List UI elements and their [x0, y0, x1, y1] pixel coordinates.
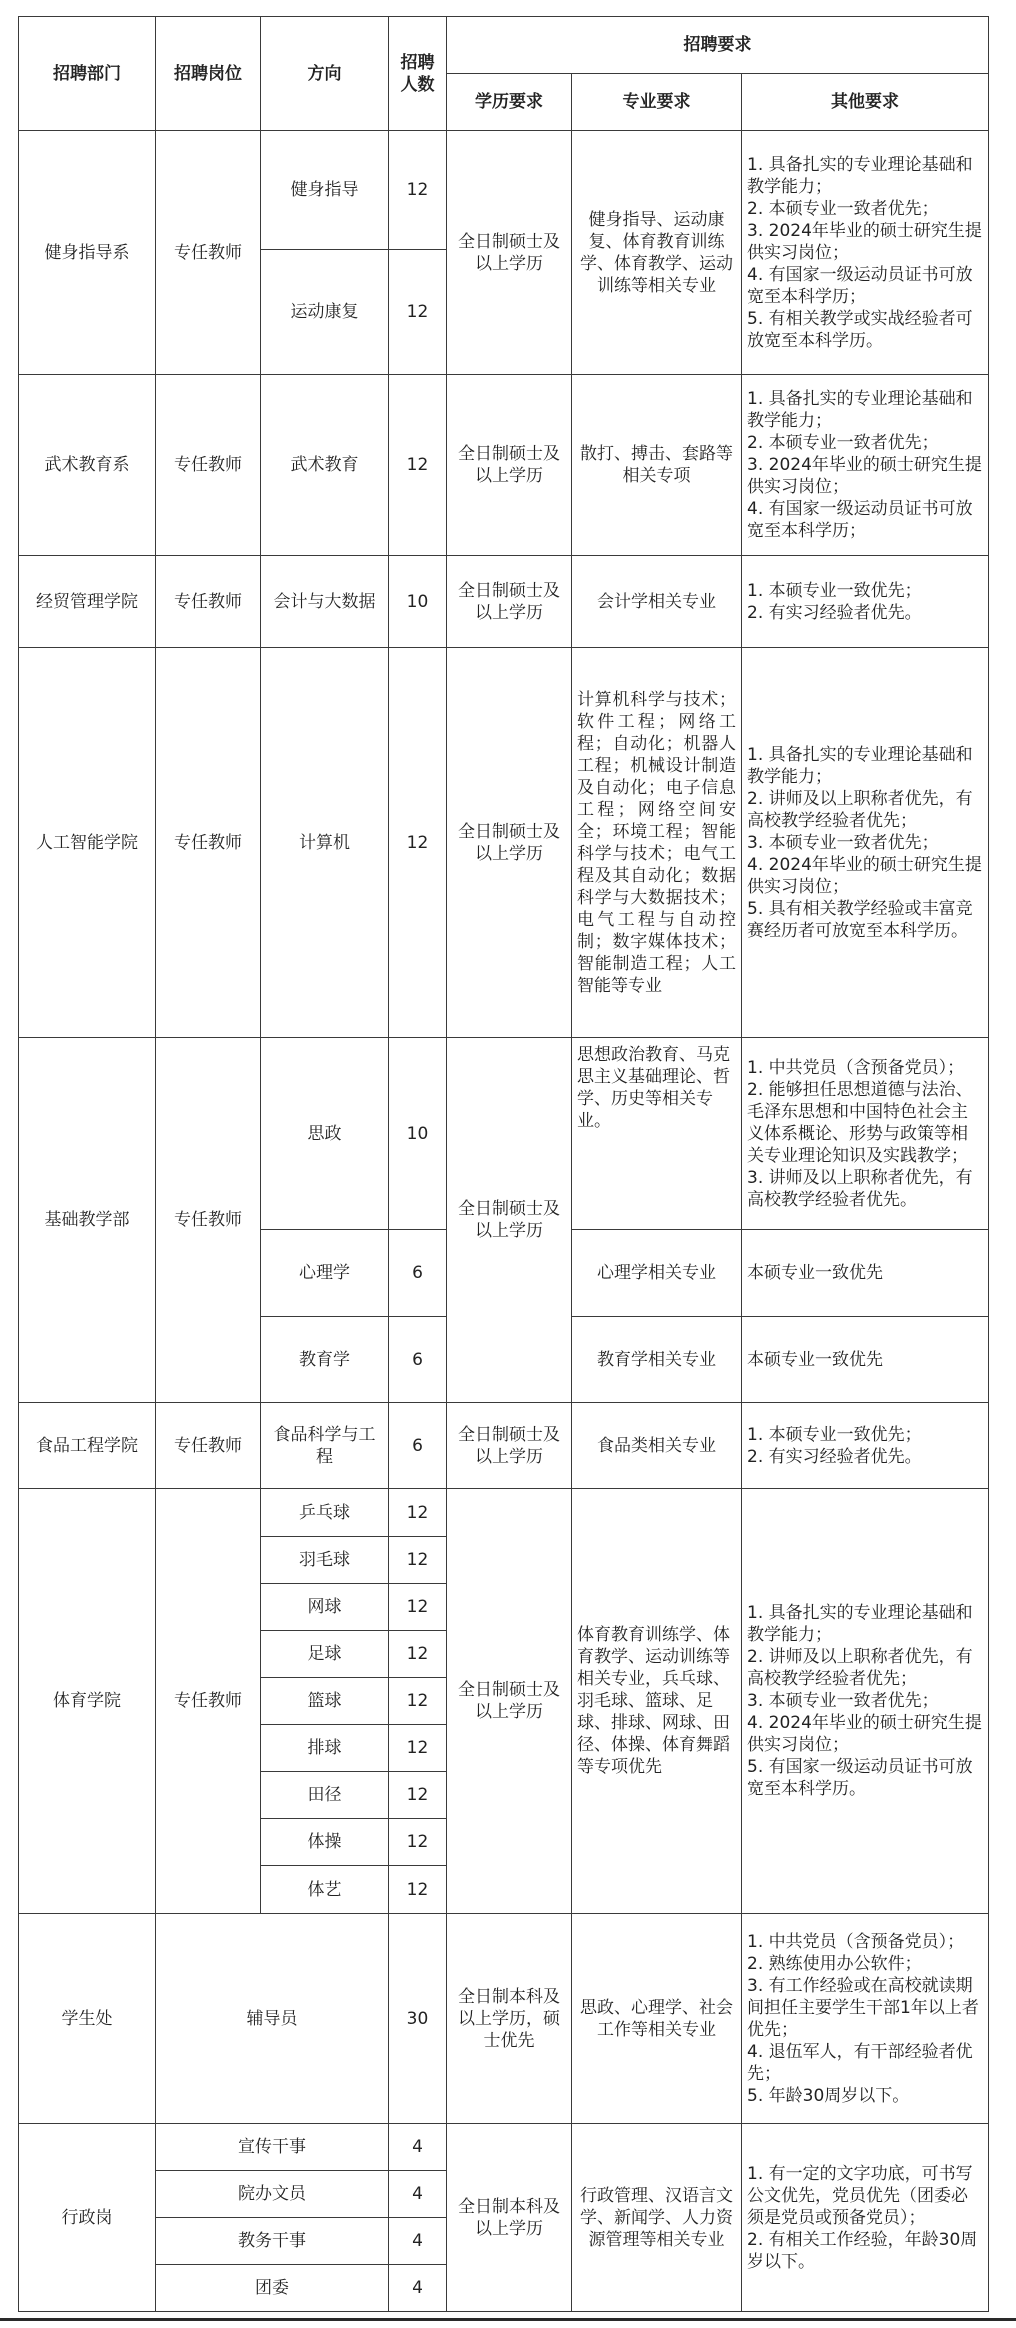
- other-requirements-cell: [742, 556, 989, 648]
- direction-cell: 乒乓球: [261, 1489, 389, 1537]
- requirement-line: 5. 有国家一级运动员证书可放宽至本科学历。: [747, 1757, 973, 1799]
- requirement-line: 4. 2024年毕业的硕士研究生提供实习岗位；: [747, 1713, 982, 1755]
- requirement-line: 1. 具备扎实的专业理论基础和教学能力；: [747, 1603, 973, 1645]
- position-cell: 专任教师: [156, 648, 261, 1038]
- education-cell: 全日制硕士及以上学历: [447, 648, 572, 1038]
- header-department: 招聘部门: [19, 17, 156, 131]
- major-cell: 健身指导、运动康复、体育教育训练学、体育教学、运动训练等相关专业: [572, 131, 742, 375]
- position-cell: 宣传干事: [156, 2124, 389, 2171]
- requirement-line: 3. 本硕专业一致者优先；: [747, 832, 939, 853]
- department-cell: 经贸管理学院: [19, 556, 156, 648]
- requirement-line: 2. 能够担任思想道德与法治、毛泽东思想和中国特色社会主义体系概论、形势与政策等相关专业理论知识及实践教学；: [747, 1079, 973, 1166]
- direction-cell: 食品科学与工程: [261, 1403, 389, 1489]
- table-row: [19, 556, 989, 648]
- requirement-line: 3. 讲师及以上职称者优先，有高校教学经验者优先。: [747, 1167, 973, 1210]
- header-count: 招聘人数: [389, 17, 447, 131]
- direction-cell: 田径: [261, 1772, 389, 1819]
- count-cell: 6: [389, 1403, 447, 1489]
- education-cell: 全日制本科及以上学历，硕士优先: [447, 1914, 572, 2124]
- table-row: [19, 1914, 989, 2124]
- count-cell: 4: [389, 2265, 447, 2312]
- count-cell: 12: [389, 375, 447, 556]
- position-cell: 专任教师: [156, 375, 261, 556]
- requirement-line: 1. 本硕专业一致优先；: [747, 1424, 922, 1445]
- table-row: [19, 1403, 989, 1489]
- major-cell: 食品类相关专业: [572, 1403, 742, 1489]
- requirement-line: 2. 本硕专业一致者优先；: [747, 198, 939, 219]
- department-cell: 人工智能学院: [19, 648, 156, 1038]
- other-requirements-cell: [742, 131, 989, 375]
- direction-cell: 篮球: [261, 1678, 389, 1725]
- department-cell: 健身指导系: [19, 131, 156, 375]
- direction-cell: 足球: [261, 1631, 389, 1678]
- other-requirements-cell: [742, 1038, 989, 1230]
- header-requirements: 招聘要求: [447, 17, 989, 74]
- count-cell: 12: [389, 1866, 447, 1914]
- count-cell: 10: [389, 556, 447, 648]
- direction-cell: 心理学: [261, 1230, 389, 1317]
- header-education: 学历要求: [447, 74, 572, 131]
- count-cell: 12: [389, 1678, 447, 1725]
- department-cell: 行政岗: [19, 2124, 156, 2312]
- position-cell: 专任教师: [156, 1403, 261, 1489]
- department-cell: 基础教学部: [19, 1038, 156, 1403]
- major-cell: 计算机科学与技术；软件工程；网络工程；自动化；机器人工程；机械设计制造及自动化；电子信息工程；网络空间安全；环境工程；智能科学与技术；电气工程及其自动化；数据科学与大数据技术；电气工程与自动控制；数字媒体技术；智能制造工程；人工智能等专业: [572, 648, 742, 1038]
- position-cell: 辅导员: [156, 1914, 389, 2124]
- position-cell: 专任教师: [156, 1038, 261, 1403]
- requirement-line: 1. 具备扎实的专业理论基础和教学能力；: [747, 154, 973, 197]
- direction-cell: 网球: [261, 1584, 389, 1631]
- position-cell: 专任教师: [156, 1489, 261, 1914]
- requirement-line: 4. 有国家一级运动员证书可放宽至本科学历；: [747, 499, 973, 541]
- count-cell: 12: [389, 131, 447, 250]
- requirement-line: 3. 2024年毕业的硕士研究生提供实习岗位；: [747, 455, 982, 497]
- position-cell: 团委: [156, 2265, 389, 2312]
- major-cell: 教育学相关专业: [572, 1317, 742, 1403]
- education-cell: 全日制硕士及以上学历: [447, 1038, 572, 1403]
- requirement-line: 2. 讲师及以上职称者优先，有高校教学经验者优先；: [747, 788, 973, 831]
- requirement-line: 3. 有工作经验或在高校就读期间担任主要学生干部1年以上者优先；: [747, 1975, 979, 2040]
- department-cell: 体育学院: [19, 1489, 156, 1914]
- other-requirements-cell: 本硕专业一致优先: [742, 1317, 989, 1403]
- requirement-line: 1. 本硕专业一致优先；: [747, 580, 922, 601]
- major-cell: 散打、搏击、套路等相关专项: [572, 375, 742, 556]
- bottom-divider: [0, 2318, 1016, 2321]
- direction-cell: 排球: [261, 1725, 389, 1772]
- major-cell: 体育教育训练学、体育教学、运动训练等相关专业，兵乓球、羽毛球、篮球、足球、排球、网球、田径、体操、体育舞蹈等专项优先: [572, 1489, 742, 1914]
- count-cell: 30: [389, 1914, 447, 2124]
- count-cell: 12: [389, 1584, 447, 1631]
- header-position: 招聘岗位: [156, 17, 261, 131]
- requirement-line: 3. 本硕专业一致者优先；: [747, 1691, 939, 1711]
- table-row: [19, 375, 989, 556]
- count-cell: 4: [389, 2124, 447, 2171]
- direction-cell: 羽毛球: [261, 1537, 389, 1584]
- requirement-line: 5. 有相关教学或实战经验者可放宽至本科学历。: [747, 308, 973, 351]
- direction-cell: 教育学: [261, 1317, 389, 1403]
- requirement-line: 1. 具备扎实的专业理论基础和教学能力；: [747, 744, 973, 787]
- count-cell: 12: [389, 1772, 447, 1819]
- recruitment-table-container: [18, 16, 988, 2312]
- direction-cell: 运动康复: [261, 250, 389, 375]
- requirement-line: 4. 退伍军人，有干部经验者优先；: [747, 2041, 973, 2084]
- other-requirements-cell: [742, 375, 989, 556]
- header-major: 专业要求: [572, 74, 742, 131]
- position-cell: 院办文员: [156, 2171, 389, 2218]
- position-cell: 专任教师: [156, 556, 261, 648]
- count-cell: 12: [389, 1489, 447, 1537]
- direction-cell: 计算机: [261, 648, 389, 1038]
- other-requirements-cell: [742, 1489, 989, 1914]
- major-cell: 会计学相关专业: [572, 556, 742, 648]
- count-cell: 12: [389, 1725, 447, 1772]
- department-cell: 武术教育系: [19, 375, 156, 556]
- major-cell: 思政、心理学、社会工作等相关专业: [572, 1914, 742, 2124]
- position-cell: 教务干事: [156, 2218, 389, 2265]
- department-cell: 学生处: [19, 1914, 156, 2124]
- other-requirements-cell: [742, 2124, 989, 2312]
- major-cell: 心理学相关专业: [572, 1230, 742, 1317]
- requirement-line: 3. 2024年毕业的硕士研究生提供实习岗位；: [747, 220, 982, 263]
- requirement-line: 4. 有国家一级运动员证书可放宽至本科学历；: [747, 264, 973, 307]
- count-cell: 6: [389, 1317, 447, 1403]
- department-cell: 食品工程学院: [19, 1403, 156, 1489]
- count-cell: 12: [389, 648, 447, 1038]
- education-cell: 全日制硕士及以上学历: [447, 1489, 572, 1914]
- requirement-line: 1. 中共党员（含预备党员）；: [747, 1931, 965, 1952]
- count-cell: 12: [389, 1631, 447, 1678]
- table-row: [19, 2124, 989, 2171]
- direction-cell: 会计与大数据: [261, 556, 389, 648]
- requirement-line: 2. 本硕专业一致者优先；: [747, 433, 939, 453]
- education-cell: 全日制硕士及以上学历: [447, 375, 572, 556]
- direction-cell: 体艺: [261, 1866, 389, 1914]
- education-cell: 全日制硕士及以上学历: [447, 1403, 572, 1489]
- count-cell: 12: [389, 1537, 447, 1584]
- table-row: [19, 648, 989, 1038]
- education-cell: 全日制硕士及以上学历: [447, 131, 572, 375]
- requirement-line: 2. 有实习经验者优先。: [747, 602, 922, 623]
- recruitment-table: [18, 16, 989, 2312]
- count-cell: 6: [389, 1230, 447, 1317]
- requirement-line: 2. 讲师及以上职称者优先，有高校教学经验者优先；: [747, 1647, 973, 1689]
- table-row: [19, 1038, 989, 1230]
- other-requirements-cell: [742, 1403, 989, 1489]
- header-direction: 方向: [261, 17, 389, 131]
- requirement-line: 4. 2024年毕业的硕士研究生提供实习岗位；: [747, 854, 982, 897]
- other-requirements-cell: 本硕专业一致优先: [742, 1230, 989, 1317]
- education-cell: 全日制本科及以上学历: [447, 2124, 572, 2312]
- table-row: [19, 131, 989, 250]
- requirement-line: 1. 有一定的文字功底，可书写公文优先，党员优先（团委必须是党员或预备党员）；: [747, 2163, 973, 2228]
- count-cell: 12: [389, 250, 447, 375]
- major-cell: 行政管理、汉语言文学、新闻学、人力资源管理等相关专业: [572, 2124, 742, 2312]
- header-row-1: [19, 17, 989, 74]
- count-cell: 4: [389, 2171, 447, 2218]
- direction-cell: 健身指导: [261, 131, 389, 250]
- requirement-line: 1. 中共党员（含预备党员）；: [747, 1057, 965, 1078]
- direction-cell: 思政: [261, 1038, 389, 1230]
- requirement-line: 2. 有实习经验者优先。: [747, 1446, 922, 1467]
- table-row: [19, 1489, 989, 1537]
- requirement-line: 5. 具有相关教学经验或丰富竞赛经历者可放宽至本科学历。: [747, 898, 973, 941]
- requirement-line: 1. 具备扎实的专业理论基础和教学能力；: [747, 389, 973, 431]
- count-cell: 10: [389, 1038, 447, 1230]
- header-other: 其他要求: [742, 74, 989, 131]
- direction-cell: 体操: [261, 1819, 389, 1866]
- other-requirements-cell: [742, 648, 989, 1038]
- education-cell: 全日制硕士及以上学历: [447, 556, 572, 648]
- requirement-line: 5. 年龄30周岁以下。: [747, 2085, 910, 2106]
- requirement-line: 2. 有相关工作经验，年龄30周岁以下。: [747, 2229, 978, 2272]
- position-cell: 专任教师: [156, 131, 261, 375]
- direction-cell: 武术教育: [261, 375, 389, 556]
- other-requirements-cell: [742, 1914, 989, 2124]
- count-cell: 12: [389, 1819, 447, 1866]
- count-cell: 4: [389, 2218, 447, 2265]
- requirement-line: 2. 熟练使用办公软件；: [747, 1953, 922, 1974]
- major-cell: 思想政治教育、马克思主义基础理论、哲学、历史等相关专业。: [572, 1038, 742, 1230]
